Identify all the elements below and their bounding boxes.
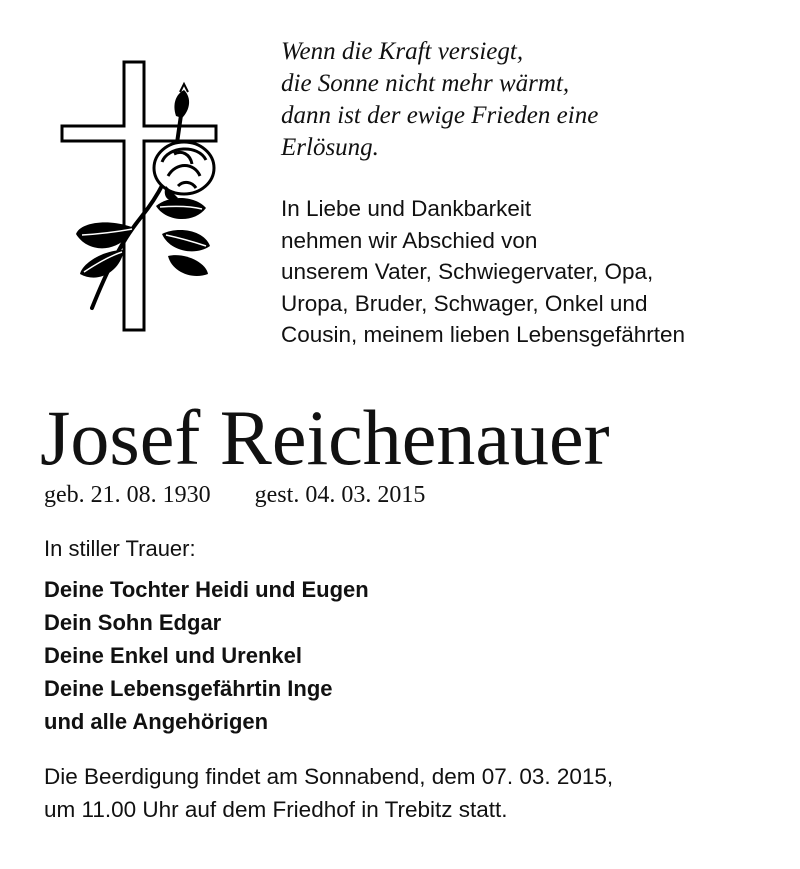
birth-date: geb. 21. 08. 1930 [44, 482, 211, 508]
poem-line: Wenn die Kraft versiegt, [281, 38, 524, 65]
intro-line: unserem Vater, Schwiegervater, Opa, [281, 259, 654, 284]
poem-line: die Sonne nicht mehr wärmt, [281, 70, 570, 97]
mourners-list [44, 573, 369, 738]
mourner-entry: Dein Sohn Edgar [44, 610, 222, 635]
mourner-entry: Deine Lebensgefährtin Inge [44, 676, 333, 701]
death-date: gest. 04. 03. 2015 [254, 482, 426, 508]
poem-line: Erlösung. [281, 134, 379, 161]
intro-line: nehmen wir Abschied von [281, 227, 538, 253]
poem-verse [281, 36, 761, 164]
farewell-intro [281, 193, 781, 351]
intro-line: In Liebe und Dankbarkeit [281, 196, 532, 221]
mourner-entry: Deine Tochter Heidi und Eugen [44, 577, 369, 602]
intro-line: Uropa, Bruder, Schwager, Onkel und [281, 290, 648, 316]
deceased-name: Josef Reichenauer [40, 394, 610, 481]
cross-with-rose-icon [58, 58, 223, 333]
intro-line: Cousin, meinem lieben Lebensgefährten [281, 322, 686, 347]
funeral-line: Die Beerdigung findet am Sonnabend, dem 07. 03. 2015, [44, 764, 614, 789]
mourner-entry: und alle Angehörigen [44, 709, 269, 734]
life-dates [44, 480, 425, 510]
funeral-details [44, 760, 764, 826]
mourner-entry: Deine Enkel und Urenkel [44, 643, 302, 668]
funeral-line: um 11.00 Uhr auf dem Friedhof in Trebitz statt. [44, 797, 508, 822]
mourning-label: In stiller Trauer: [44, 536, 196, 561]
poem-line: dann ist der ewige Frieden eine [281, 102, 599, 129]
